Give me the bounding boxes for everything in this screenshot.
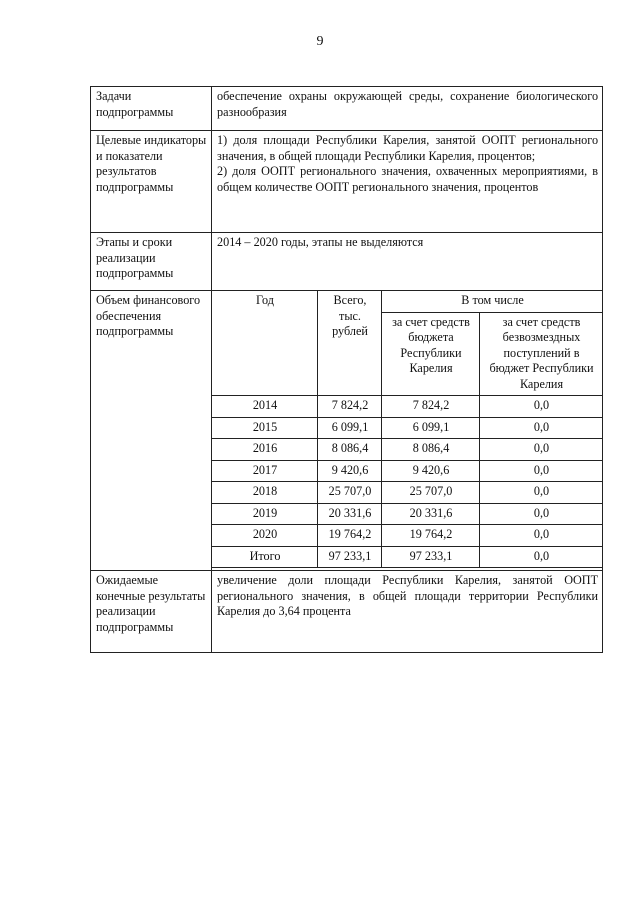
- total-cell: 19 764,2: [318, 525, 382, 547]
- total-cell: 6 099,1: [318, 417, 382, 439]
- total-cell: 9 420,6: [318, 460, 382, 482]
- budget-cell: 8 086,4: [382, 439, 480, 461]
- year-cell: 2017: [212, 460, 318, 482]
- budget-cell: 20 331,6: [382, 503, 480, 525]
- total-cell: 7 824,2: [318, 396, 382, 418]
- year-cell: 2018: [212, 482, 318, 504]
- tasks-row: [91, 87, 603, 131]
- financing-label: Объем финансового обеспечения подпрограммы: [91, 291, 212, 571]
- indicators-row: [91, 131, 603, 233]
- page-number: 9: [316, 34, 324, 49]
- header-including: В том числе: [382, 291, 603, 313]
- grants-cell: 0,0: [480, 482, 603, 504]
- total-sum-cell: 97 233,1: [318, 546, 382, 568]
- header-grants: за счет средств безвозмездных поступлений в бюджет Республики Карелия: [480, 312, 603, 396]
- stages-label: Этапы и сроки реализации подпрограммы: [91, 233, 212, 291]
- grants-cell: 0,0: [480, 417, 603, 439]
- indicator-item: 2) доля ООПТ регионального значения, охваченных мероприятиями, в общем количестве ООПТ регионального значения, процентов: [217, 164, 599, 194]
- budget-cell: 7 824,2: [382, 396, 480, 418]
- year-cell: 2020: [212, 525, 318, 547]
- indicators-label: Целевые индикаторы и показатели результатов подпрограммы: [91, 131, 212, 233]
- subprogram-passport-table: [90, 86, 603, 653]
- header-budget: за счет средств бюджета Республики Карелия: [382, 312, 480, 396]
- year-cell: 2015: [212, 417, 318, 439]
- stages-row: [91, 233, 603, 291]
- year-cell: 2016: [212, 439, 318, 461]
- budget-cell: 25 707,0: [382, 482, 480, 504]
- budget-cell: 19 764,2: [382, 525, 480, 547]
- stages-text: 2014 – 2020 годы, этапы не выделяются: [212, 233, 603, 291]
- grants-cell: 0,0: [480, 439, 603, 461]
- grants-cell: 0,0: [480, 396, 603, 418]
- year-cell: 2019: [212, 503, 318, 525]
- tasks-text: обеспечение охраны окружающей среды, сохранение биологического разнообразия: [212, 87, 603, 131]
- results-label: Ожидаемые конечные результаты реализации подпрограммы: [91, 571, 212, 653]
- tasks-label: Задачи подпрограммы: [91, 87, 212, 131]
- total-year-cell: Итого: [212, 546, 318, 568]
- budget-cell: 9 420,6: [382, 460, 480, 482]
- budget-cell: 6 099,1: [382, 417, 480, 439]
- results-row: [91, 571, 603, 653]
- total-cell: 25 707,0: [318, 482, 382, 504]
- header-total: Всего, тыс. рублей: [318, 291, 382, 396]
- indicators-content: [212, 131, 603, 233]
- year-cell: 2014: [212, 396, 318, 418]
- total-cell: 20 331,6: [318, 503, 382, 525]
- grants-cell: 0,0: [480, 460, 603, 482]
- financing-header-row: [91, 291, 603, 313]
- results-text: увеличение доли площади Республики Карелия, занятой ООПТ регионального значения, в общей площади территории Республики Карелия до 3,64 процента: [212, 571, 603, 653]
- header-year: Год: [212, 291, 318, 396]
- grants-cell: 0,0: [480, 525, 603, 547]
- grants-cell: 0,0: [480, 503, 603, 525]
- total-budget-cell: 97 233,1: [382, 546, 480, 568]
- total-cell: 8 086,4: [318, 439, 382, 461]
- indicator-item: 1) доля площади Республики Карелия, занятой ООПТ регионального значения, в общей площади Республики Карелия, процентов;: [217, 133, 599, 163]
- total-grants-cell: 0,0: [480, 546, 603, 568]
